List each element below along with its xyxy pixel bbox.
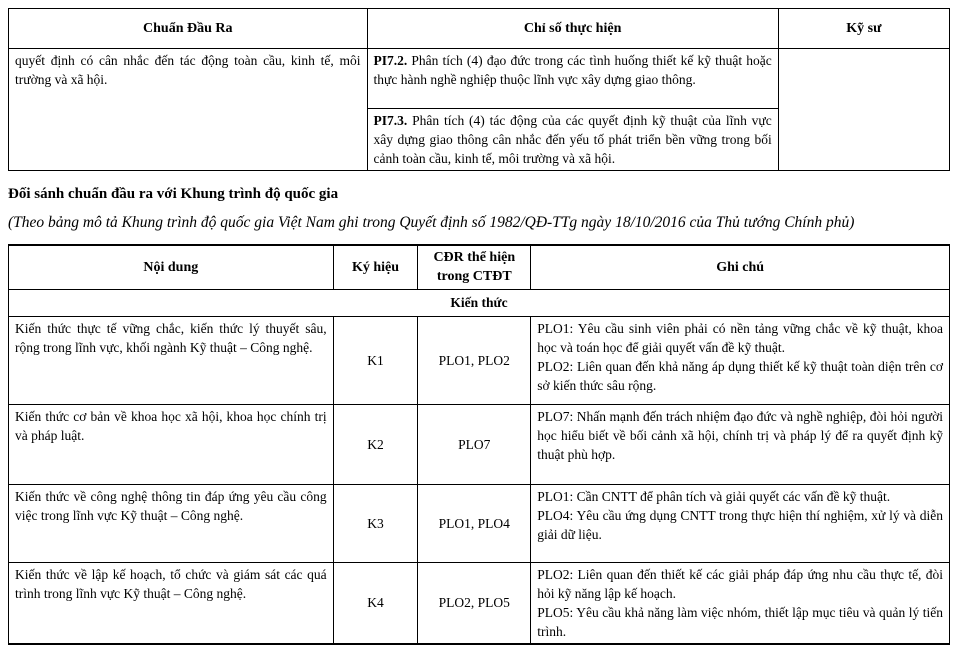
table-row-k1 bbox=[9, 316, 950, 404]
k2-symbol-cell: K2 bbox=[333, 404, 418, 484]
t1-engineer-cell bbox=[778, 49, 949, 171]
group-row-kien-thuc bbox=[9, 289, 950, 316]
t1-indicator-pi72-cell bbox=[367, 49, 778, 109]
k1-plo-cell: PLO1, PLO2 bbox=[418, 316, 531, 404]
k2-plo-cell: PLO7 bbox=[418, 404, 531, 484]
t1-header-chuan-dau-ra: Chuẩn Đầu Ra bbox=[9, 9, 368, 49]
t2-header-ghi-chu: Ghi chú bbox=[531, 245, 950, 289]
k2-content-cell: Kiến thức cơ bản về khoa học xã hội, khoa học chính trị và pháp luật. bbox=[9, 404, 334, 484]
pi73-text: Phân tích (4) tác động của các quyết định kỹ thuật của lĩnh vực xây dựng giao thông cân nhắc đến yếu tố phát triển bền vững trong bối cảnh toàn cầu, kinh tế, môi trường và xã hội. bbox=[373, 113, 772, 166]
k1-content-cell: Kiến thức thực tế vững chắc, kiến thức lý thuyết sâu, rộng trong lĩnh vực, khối ngành Kỹ thuật – Công nghệ. bbox=[9, 316, 334, 404]
t2-header-ky-hieu: Ký hiệu bbox=[333, 245, 418, 289]
table-row bbox=[9, 49, 950, 109]
t1-header-ky-su: Kỹ sư bbox=[778, 9, 949, 49]
section-heading: Đối sánh chuẩn đầu ra với Khung trình độ quốc gia bbox=[8, 186, 339, 202]
k1-note-1: PLO1: Yêu cầu sinh viên phải có nền tảng vững chắc về kỹ thuật, khoa học và toán học để giải quyết vấn đề kỹ thuật. bbox=[537, 320, 943, 355]
outcomes-indicators-table bbox=[8, 8, 950, 171]
t1-header-chi-so-thuc-hien: Chỉ số thực hiện bbox=[367, 9, 778, 49]
k3-note-2: PLO4: Yêu cầu ứng dụng CNTT trong thực hiện thí nghiệm, xử lý và diễn giải dữ liệu. bbox=[537, 507, 943, 542]
k4-note-2: PLO5: Yêu cầu khả năng làm việc nhóm, thiết lập mục tiêu và quản lý tiến trình. bbox=[537, 604, 943, 639]
k1-notes-cell bbox=[531, 316, 950, 404]
t2-header-cdr-ctdt: CĐR thể hiện trong CTĐT bbox=[418, 245, 531, 289]
table-header-row bbox=[9, 9, 950, 49]
k2-notes-cell bbox=[531, 404, 950, 484]
k1-note-2: PLO2: Liên quan đến khả năng áp dụng thiết kế kỹ thuật toàn diện trên cơ sở kiến thức sâu rộng. bbox=[537, 358, 943, 393]
group-label: Kiến thức bbox=[9, 289, 950, 316]
k3-notes-cell bbox=[531, 484, 950, 562]
pi73-code: PI7.3. bbox=[373, 113, 408, 128]
table-row-k3 bbox=[9, 484, 950, 562]
table-row-k2 bbox=[9, 404, 950, 484]
k3-symbol-cell: K3 bbox=[333, 484, 418, 562]
k4-symbol-cell: K4 bbox=[333, 562, 418, 644]
k4-plo-cell: PLO2, PLO5 bbox=[418, 562, 531, 644]
t1-outcome-cell: quyết định có cân nhắc đến tác động toàn cầu, kinh tế, môi trường và xã hội. bbox=[9, 49, 368, 171]
k2-note-1: PLO7: Nhấn mạnh đến trách nhiệm đạo đức và nghề nghiệp, đòi hỏi người học hiểu biết về bối cảnh xã hội, chính trị và pháp lý để ra quyết định kỹ thuật phù hợp. bbox=[537, 408, 943, 462]
section-note: (Theo bảng mô tả Khung trình độ quốc gia Việt Nam ghi trong Quyết định số 1982/QĐ-TTg ngày 18/10/2016 của Thủ tướng Chính phủ) bbox=[8, 214, 855, 231]
k1-symbol-cell: K1 bbox=[333, 316, 418, 404]
k3-note-1: PLO1: Cần CNTT để phân tích và giải quyết các vấn đề kỹ thuật. bbox=[537, 488, 891, 504]
k4-notes-cell bbox=[531, 562, 950, 644]
k4-content-cell: Kiến thức về lập kế hoạch, tổ chức và giám sát các quá trình trong lĩnh vực Kỹ thuật – Công nghệ. bbox=[9, 562, 334, 644]
t2-header-noi-dung: Nội dung bbox=[9, 245, 334, 289]
table-header-row bbox=[9, 245, 950, 289]
pi72-text: Phân tích (4) đạo đức trong các tình huống thiết kế kỹ thuật hoặc thực hành nghề nghiệp thuộc lĩnh vực xây dựng giao thông. bbox=[373, 53, 772, 87]
k3-plo-cell: PLO1, PLO4 bbox=[418, 484, 531, 562]
framework-comparison-table bbox=[8, 244, 950, 645]
k4-note-1: PLO2: Liên quan đến thiết kế các giải pháp đáp ứng nhu cầu thực tế, đòi hỏi kỹ năng lập kế hoạch. bbox=[537, 566, 943, 601]
t1-indicator-pi73-cell bbox=[367, 109, 778, 171]
pi72-code: PI7.2. bbox=[373, 53, 408, 68]
table-row-k4 bbox=[9, 562, 950, 644]
k3-content-cell: Kiến thức về công nghệ thông tin đáp ứng yêu cầu công việc trong lĩnh vực Kỹ thuật – Công nghệ. bbox=[9, 484, 334, 562]
